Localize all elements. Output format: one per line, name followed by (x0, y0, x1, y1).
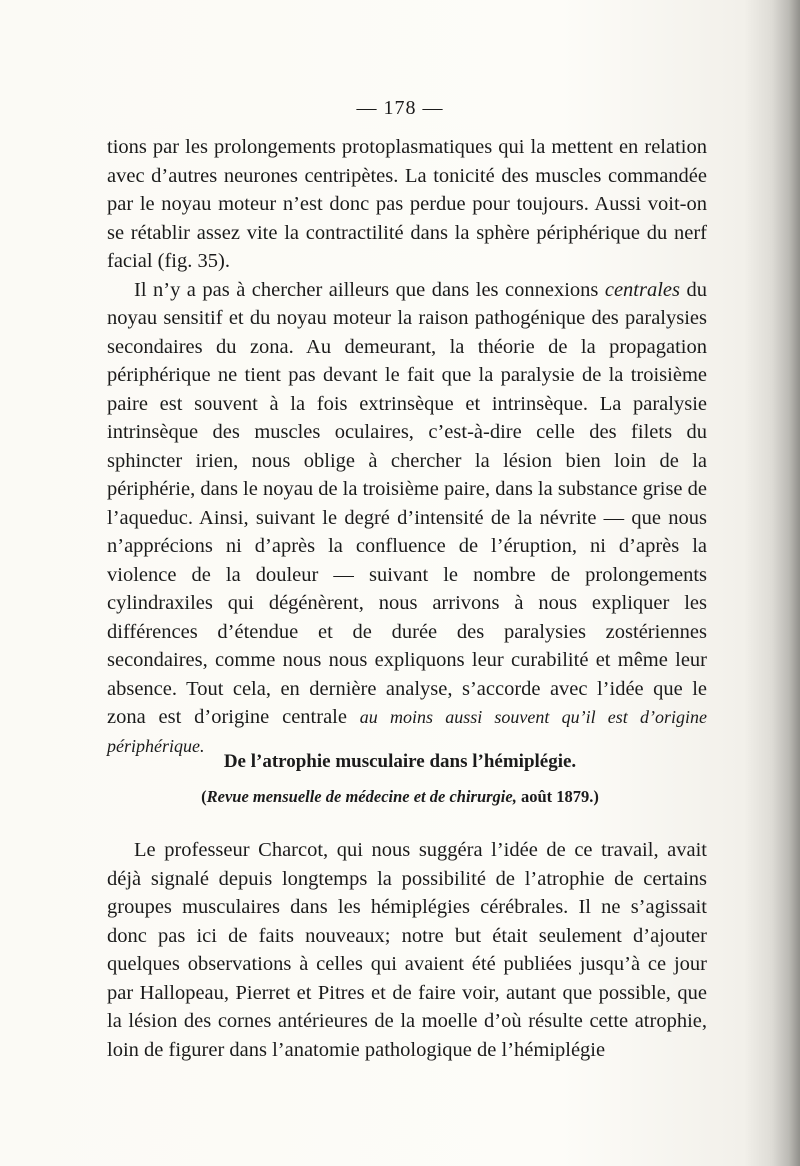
source-journal: Revue mensuelle de médecine et de chirurgie, (206, 787, 517, 806)
body-text-top (107, 133, 707, 760)
paragraph-2-italic-end: au moins aussi souvent qu’il est d’origine périphérique. (107, 707, 707, 756)
paragraph-2-italic: centrales (604, 278, 681, 301)
section-heading: De l’atrophie musculaire dans l’hémiplégie. (223, 751, 577, 772)
source-date: août 1879.) (516, 787, 599, 806)
paragraph-2-part-1: Il n’y a pas à chercher ailleurs que dans les connexions (134, 278, 605, 301)
paragraph-2 (107, 276, 707, 761)
body-text-bottom (107, 836, 707, 1064)
section-source (0, 787, 800, 807)
source-open-paren: ( (201, 787, 207, 806)
page-number: — 178 — (356, 97, 444, 119)
paragraph-1: tions par les prolongements protoplasmatiques qui la mettent en relation avec d’autres neurones centripètes. La tonicité des muscles commandée par le noyau moteur n’est donc pas perdue pour toujours. Aussi voit-on se rétablir assez vite la contractilité dans la sphère périphérique du nerf facial (fig. 35). (107, 136, 707, 272)
paragraph-2-part-2: du noyau sensitif et du noyau moteur la raison pathogénique des paralysies secondaires du zona. Au demeurant, la théorie de la propagation périphérique ne tient pas devant le fait que la paralysie de la troisième paire est souvent à la fois extrinsèque et intrinsèque. La paralysie intrinsèque des muscles oculaires, c’est-à-dire celle des filets du sphincter irien, nous oblige à chercher la lésion bien loin de la périphérie, dans le noyau de la troisième paire, dans la substance grise de l’aqueduc. Ainsi, suivant le degré d’intensité de la névrite — que nous n’apprécions ni d’après la confluence de l’éruption, ni d’après la violence de la douleur — suivant le nombre de prolongements cylindraxiles qui dégénèrent, nous arrivons à nous expliquer les différences d’étendue et de durée des paralysies zostériennes secondaires, comme nous nous expliquons leur curabilité et même leur absence. Tout cela, en dernière analyse, s’accorde avec l’idée que le zona est d’origine centrale (107, 278, 707, 728)
paragraph-3: Le professeur Charcot, qui nous suggéra l’idée de ce travail, avait déjà signalé depuis longtemps la possibilité de l’atrophie de certains groupes musculaires dans les hémiplégies cérébrales. Il ne s’agissait donc pas ici de faits nouveaux; notre but était seulement d’ajouter quelques observations à celles qui avaient été publiées jusqu’à ce jour par Hallopeau, Pierret et Pitres et de faire voir, autant que possible, que la lésion des cornes antérieures de la moelle d’où résulte cette atrophie, loin de figurer dans l’anatomie pathologique de l’hémiplégie (107, 839, 707, 1061)
page-edge-shadow (772, 0, 800, 1166)
